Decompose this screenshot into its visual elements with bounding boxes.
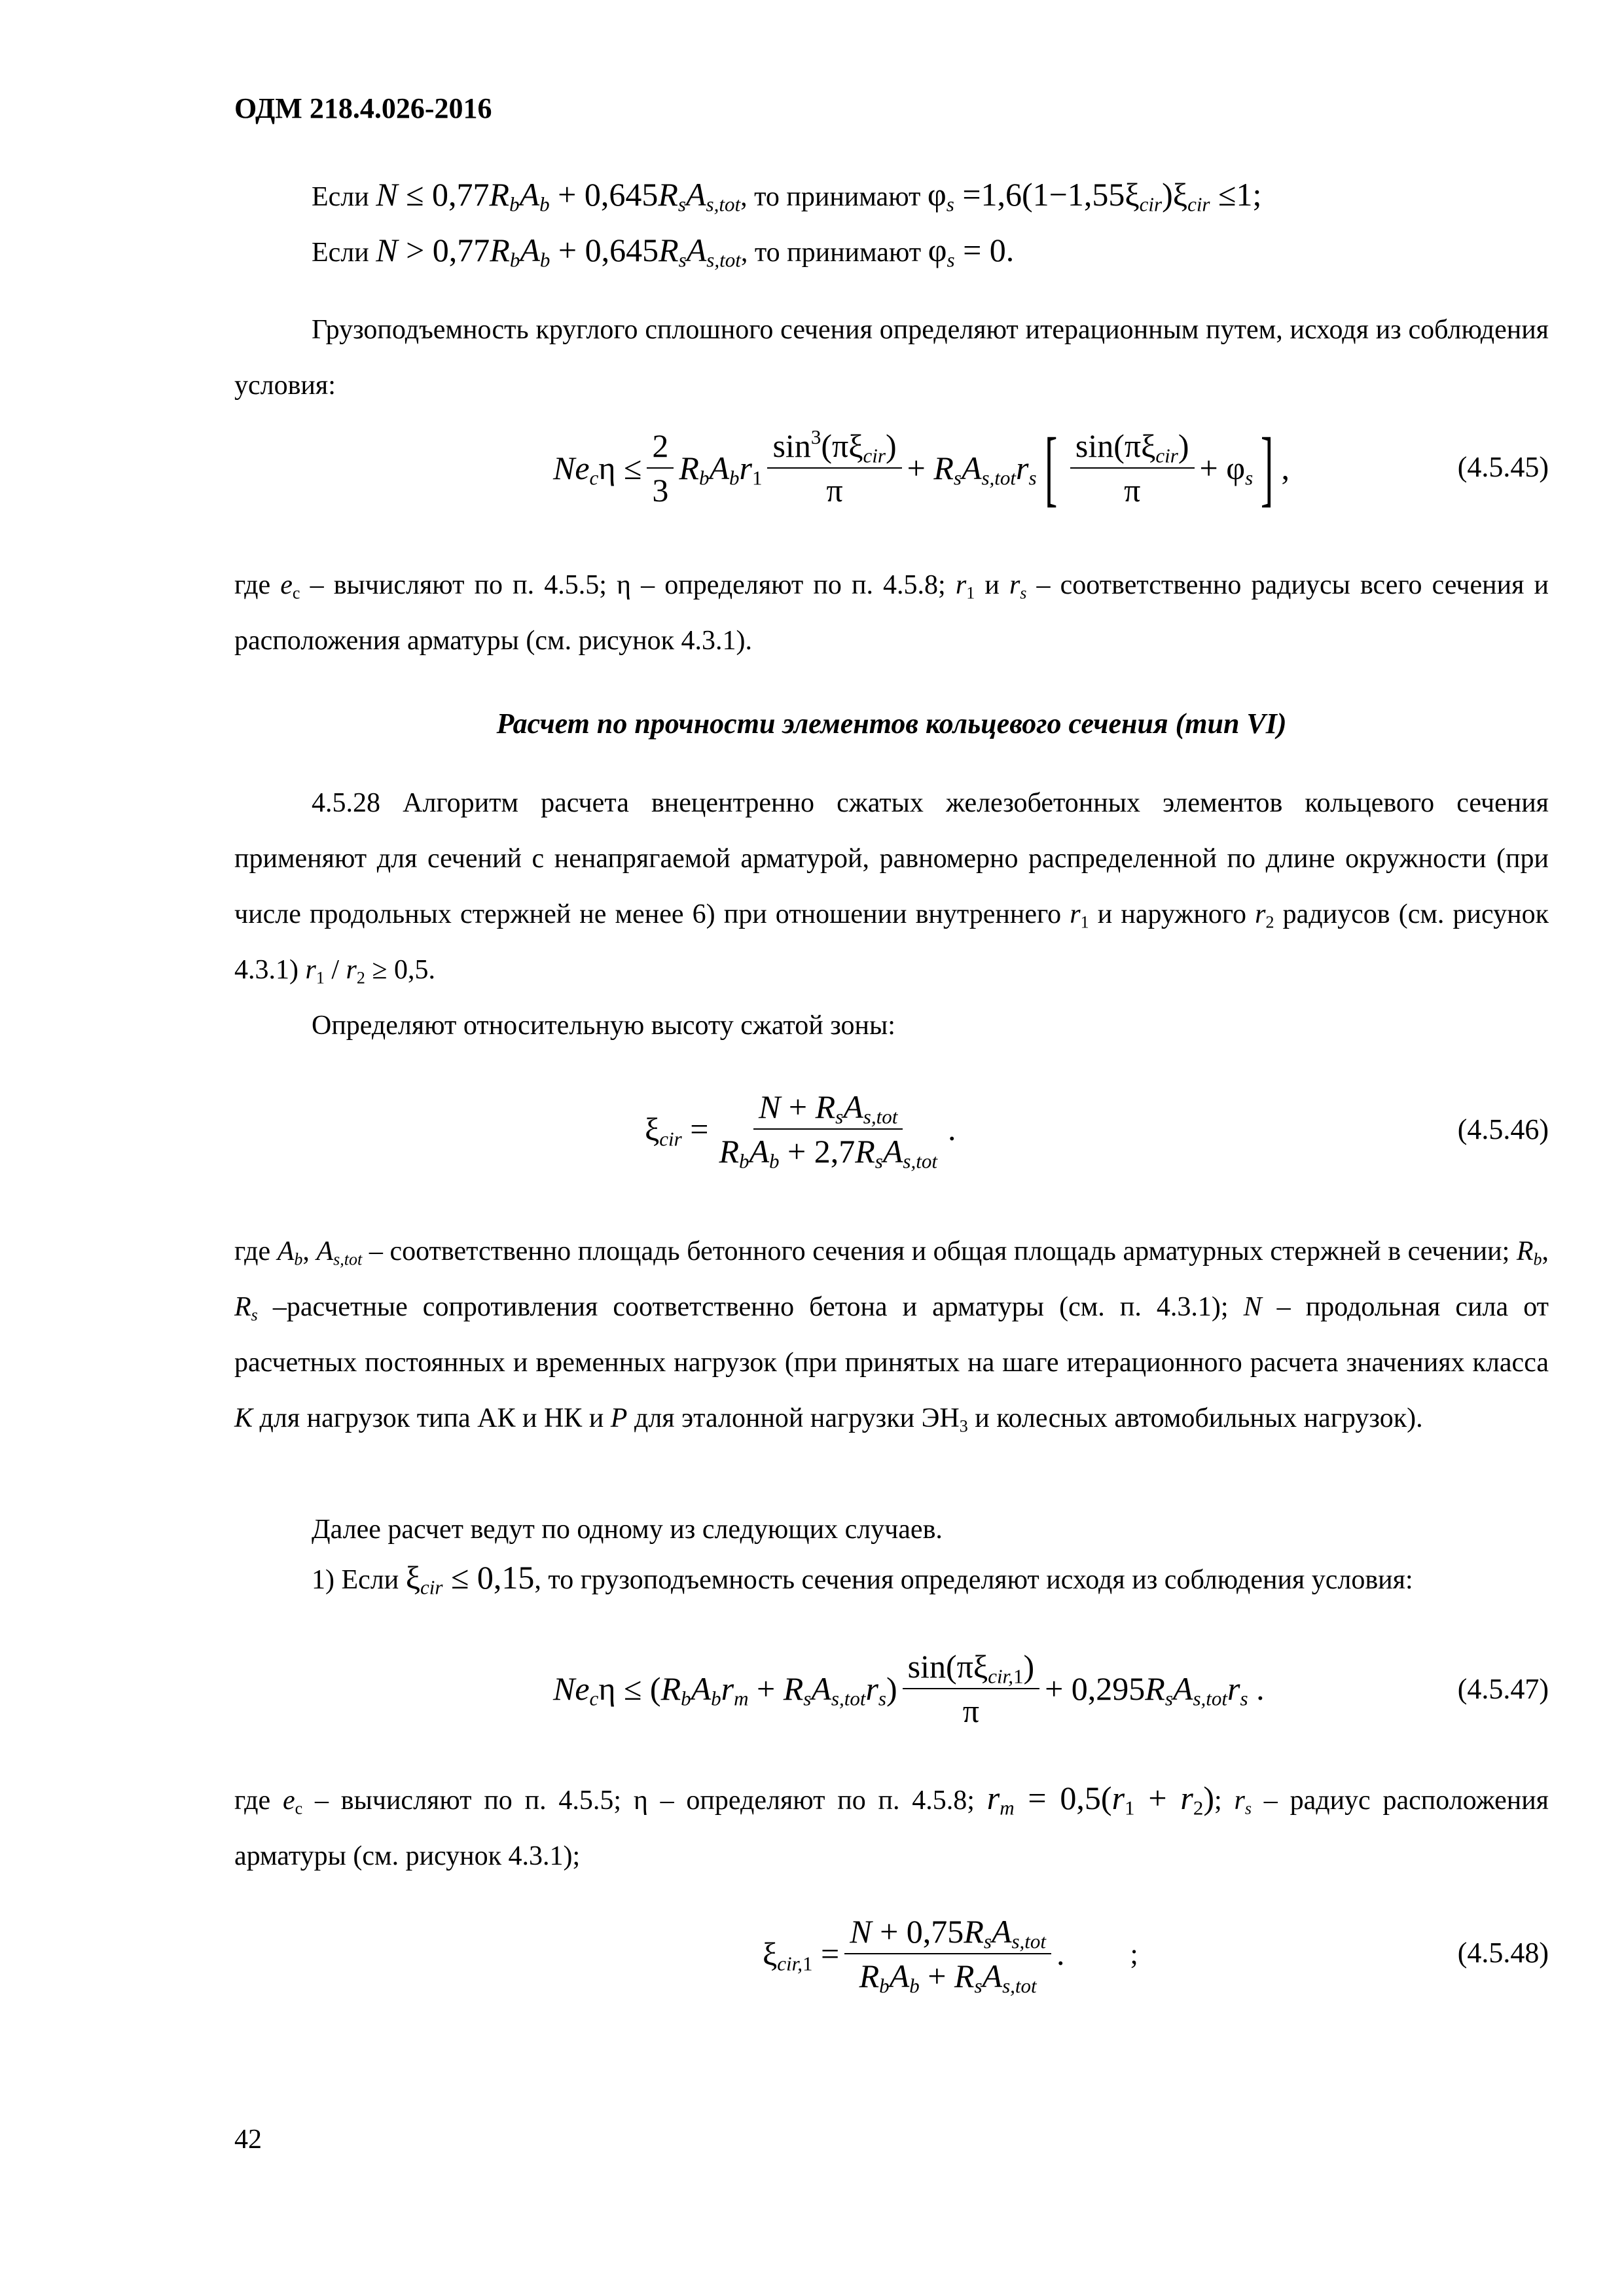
equation-4-5-46: $\xi_{cir}$ = $\frac{N + R_sA_{s,tot}}{R_bA_b + 2,7R_sA_{s,tot}}$ . — [645, 1088, 956, 1173]
phi-s-formula-2: $\varphi_s = 0$. — [928, 232, 1015, 272]
phi-s-formula-1: $\varphi_s =1,6(1-1,55\xi_{cir})\xi_{cir} \le 1$; — [927, 176, 1262, 216]
condition-1-formula: $N \le 0,77R_bA_b + 0,645R_sA_{s,tot}$ — [376, 176, 741, 216]
paragraph-round-section: Грузоподъемность круглого сплошного сечения определяют итерационным путем, исходя из соблюдения условия: — [234, 315, 1549, 401]
paragraph-where-1: где $e_c$ – вычисляют по п. 4.5.5; η – определяют по п. 4.5.8; $r_1$ и $r_s$ – соответственно радиусы всего сечения и расположения арматуры (см. рисунок 4.3.1). — [234, 570, 1549, 656]
paragraph-compressed-zone: Определяют относительную высоту сжатой зоны: — [312, 1011, 895, 1041]
equation-number-4-5-47: (4.5.47) — [1457, 1673, 1549, 1705]
if-word: Если — [312, 238, 369, 268]
paragraph-4-5-28: 4.5.28 Алгоритм расчета внецентренно сжатых железобетонных элементов кольцевого сечения применяют для сечений с ненапрягаемой арматурой, равномерно распределенной по длине окружности (при числе продольных стержней не менее 6) при отношении внутреннего $r_1$ и наружного $r_2$ радиусов (см. рисунок 4.3.1) $r_1 / r_2 \ge 0,5$. — [234, 788, 1549, 988]
equation-number-4-5-45: (4.5.45) — [1457, 451, 1549, 483]
then-word: , то принимают — [740, 238, 922, 268]
condition-2-formula: $N > 0,77R_bA_b + 0,645R_sA_{s,tot}$ — [376, 232, 741, 272]
equation-number-4-5-48: (4.5.48) — [1457, 1937, 1549, 1969]
condition-line-1 — [234, 167, 1549, 225]
equation-4-5-45: $Ne_c\eta$ ≤ $\frac{2}{3}$ $R_bA_br_1$ $\frac{\sin^3(\pi\xi_{cir})}{\pi}$ + $R_sA_{s,tot}r_s$ [ $\frac{\sin(\pi\xi_{cir})}{\pi}$ + $\varphi_s$ ] , — [553, 421, 1290, 515]
section-title: Расчет по прочности элементов кольцевого сечения (тип VI) — [496, 708, 1287, 740]
paragraph-where-2: где $A_b$, $A_{s,tot}$ – соответственно площадь бетонного сечения и общая площадь арматурных стержней в сечении; $R_b$, $R_s$ –расчетные сопротивления соответственно бетона и арматуры (см. п. 4.3.1); N – продольная сила от расчетных постоянных и временных нагрузок (при принятых на шаге итерационного расчета значениях класса K для нагрузок типа АК и НК и P для эталонной нагрузки $ЭН_3$ и колесных автомобильных нагрузок). — [234, 1236, 1549, 1436]
then-word: , то принимают — [740, 182, 921, 212]
paragraph-cases: Далее расчет ведут по одному из следующих случаев. — [312, 1515, 943, 1545]
document-code: ОДМ 218.4.026-2016 — [234, 92, 492, 124]
equation-number-4-5-46: (4.5.46) — [1457, 1113, 1549, 1145]
equation-4-5-47: $Ne_c\eta \le (R_bA_br_m + R_sA_{s,tot}r_s)$ $\frac{\sin(\pi\xi_{cir,1})}{\pi}$ + $0,295R_sA_{s,tot}r_s$ . — [553, 1648, 1265, 1729]
paragraph-where-3: где $e_c$ – вычисляют по п. 4.5.5; η – определяют по п. 4.5.8; $r_m = 0,5(r_1 + r_2)$; $r_s$ – радиус расположения арматуры (см. рисунок 4.3.1); — [234, 1780, 1549, 1871]
condition-line-2 — [234, 223, 1549, 281]
page-number: 42 — [234, 2125, 262, 2155]
paragraph-case-1: 1) Если $\xi_{cir} \le 0,15$, то грузоподъемность сечения определяют исходя из соблюдения условия: — [312, 1559, 1413, 1599]
equation-4-5-48: $\xi_{cir,1}$ = $\frac{N + 0,75R_sA_{s,tot}}{R_bA_b + R_sA_{s,tot}}$ . ; — [763, 1913, 1138, 1998]
if-word: Если — [312, 182, 369, 212]
